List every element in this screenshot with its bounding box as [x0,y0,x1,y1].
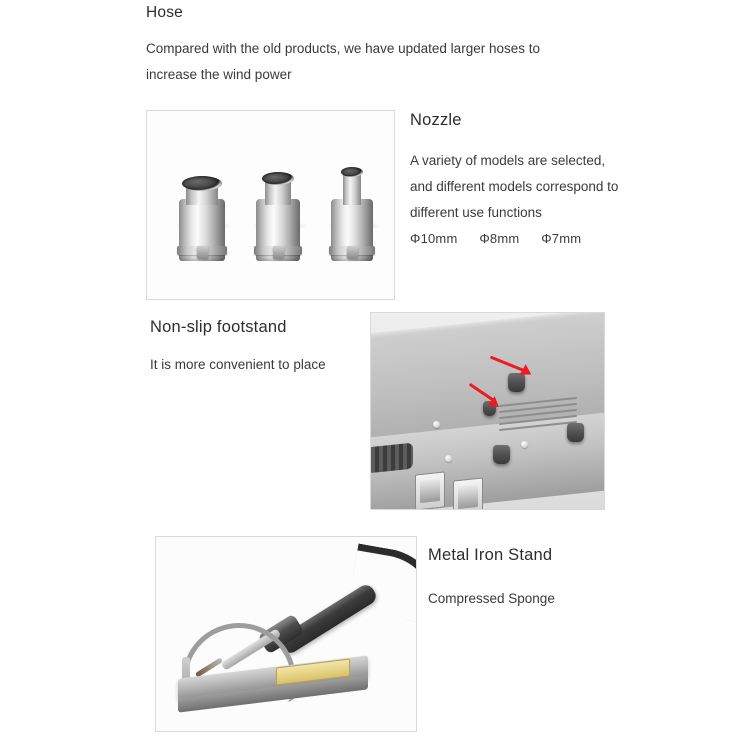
footstand-heading: Non-slip footstand [150,318,287,336]
nozzle-image-frame [146,110,395,300]
nozzle-photo [147,111,394,299]
iron-stand-description: Compressed Sponge [428,591,555,606]
iron-stand-image-frame [155,536,417,732]
iron-cord [347,543,417,625]
hose-description: Compared with the old products, we have updated larger hoses to increase the wind power [146,41,540,82]
nozzle-size-1: Φ8mm [479,231,520,246]
nozzle-heading: Nozzle [410,111,462,129]
footstand-photo [371,313,604,509]
footstand-image-frame [370,312,605,510]
hose-heading: Hose [146,4,183,21]
nozzle-size-list [410,231,599,246]
footstand-description: It is more convenient to place [150,357,326,372]
power-switch-2 [453,477,483,510]
nozzle-description: A variety of models are selected, and different models correspond to different use functions [410,153,619,220]
rubber-foot-right [567,423,584,442]
nozzle-size-2: Φ7mm [541,231,582,246]
iron-stand-photo [156,537,416,731]
power-switch-1 [415,471,445,510]
hose-connector [370,443,413,474]
nozzle-7mm [331,153,373,261]
nozzle-10mm [179,141,225,261]
nozzle-8mm [256,149,300,261]
nozzle-size-0: Φ10mm [410,231,458,246]
iron-stand-heading: Metal Iron Stand [428,546,553,564]
rubber-foot-front [493,445,510,464]
